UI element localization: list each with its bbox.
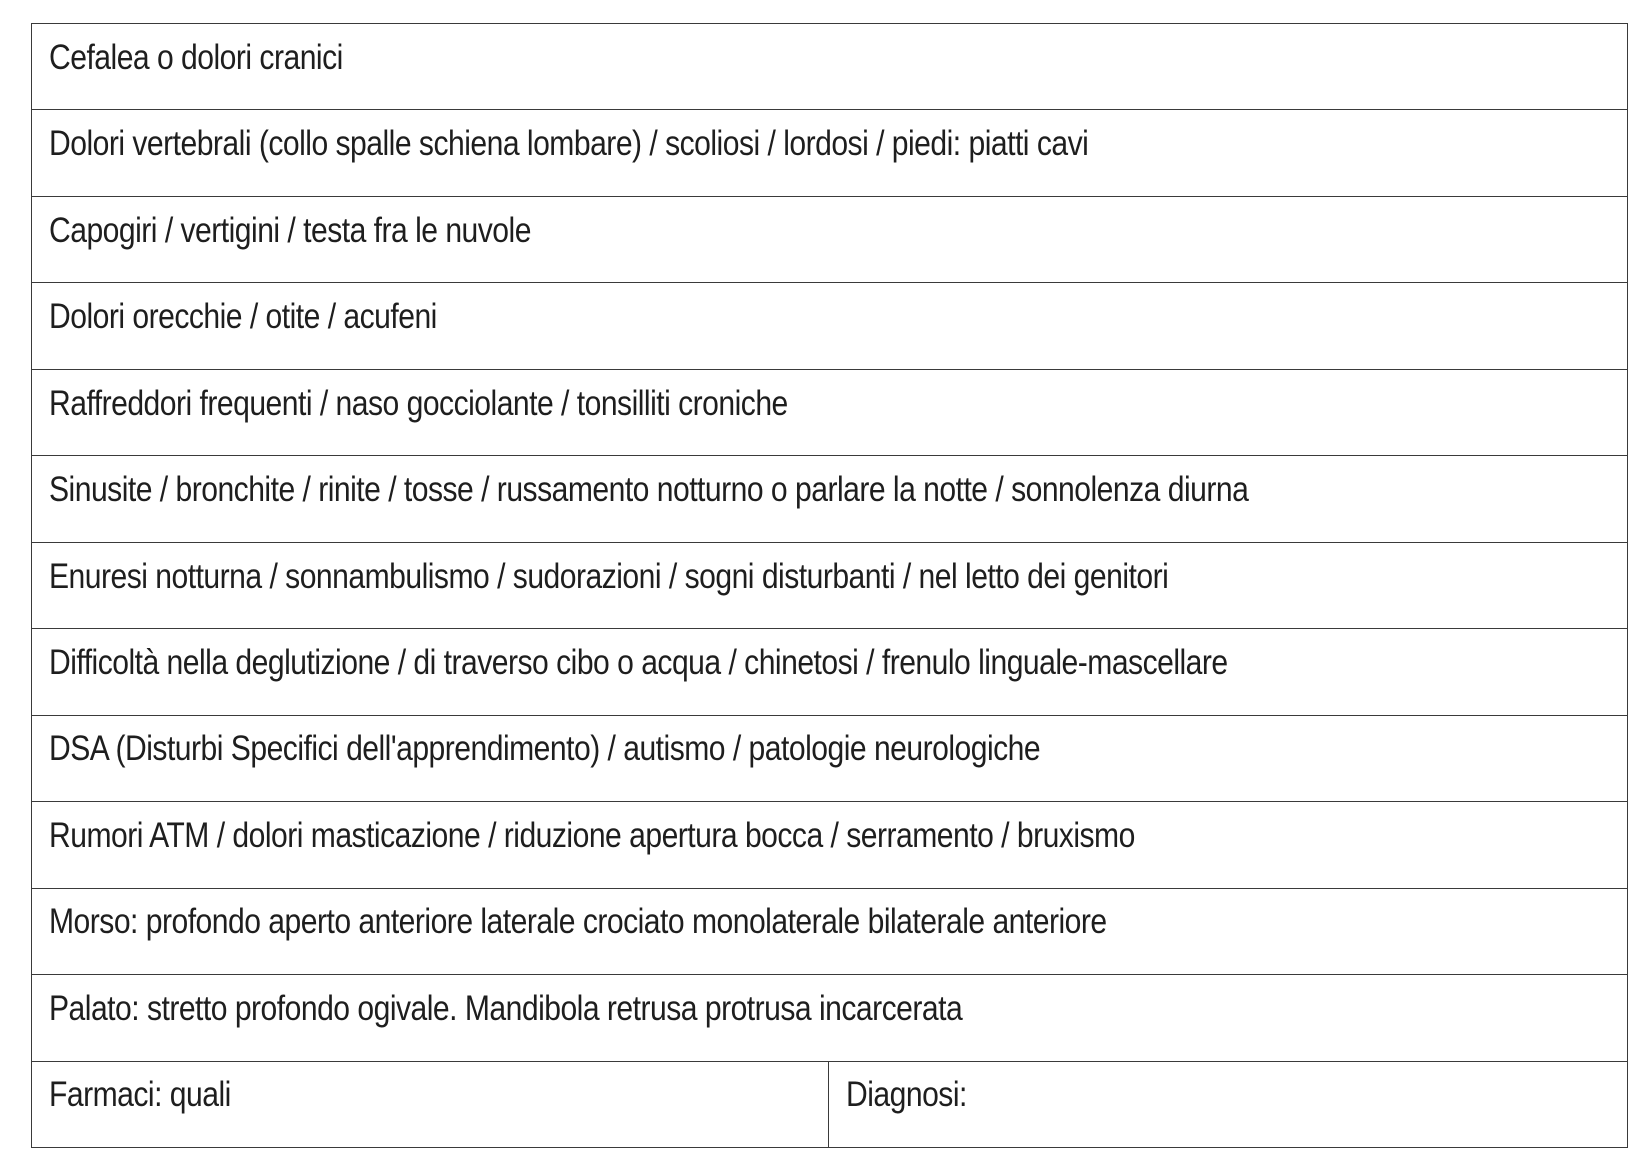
- row-text: Dolori orecchie / otite / acufeni: [49, 297, 437, 337]
- row-cell-bite: [32, 889, 1627, 974]
- row-text: Sinusite / bronchite / rinite / tosse / russamento notturno o parlare la notte / sonnolenza diurna: [49, 470, 1249, 510]
- table-row: [32, 716, 1627, 802]
- row-text: Rumori ATM / dolori masticazione / riduzione apertura bocca / serramento / bruxismo: [49, 815, 1135, 855]
- row-text: Morso: profondo aperto anteriore laterale crociato monolaterale bilaterale anteriore: [49, 902, 1107, 942]
- table-row: [32, 24, 1627, 110]
- table-row: [32, 283, 1627, 369]
- row-cell-headache: [32, 24, 1627, 109]
- row-text: Palato: stretto profondo ogivale. Mandibola retrusa protrusa incarcerata: [49, 988, 963, 1028]
- row-cell-ear-pain: [32, 283, 1627, 368]
- row-cell-swallowing: [32, 629, 1627, 714]
- table-row: [32, 110, 1627, 196]
- row-cell-enuresis: [32, 543, 1627, 628]
- row-text: DSA (Disturbi Specifici dell'apprendimento) / autismo / patologie neurologiche: [49, 729, 1041, 769]
- medications-field[interactable]: [32, 1062, 829, 1147]
- table-row: [32, 197, 1627, 283]
- medications-label: Farmaci: quali: [49, 1075, 231, 1115]
- row-text: Dolori vertebrali (collo spalle schiena lombare) / scoliosi / lordosi / piedi: piatti cavi: [49, 124, 1089, 164]
- table-row: [32, 456, 1627, 542]
- table-row: [32, 802, 1627, 888]
- table-row: [32, 370, 1627, 456]
- diagnosis-field[interactable]: [829, 1062, 1627, 1147]
- row-cell-sinusitis: [32, 456, 1627, 541]
- row-text: Enuresi notturna / sonnambulismo / sudorazioni / sogni disturbanti / nel letto dei genitori: [49, 556, 1169, 596]
- row-cell-vertebral-pain: [32, 110, 1627, 195]
- diagnosis-label: Diagnosi:: [846, 1075, 967, 1115]
- row-cell-dizziness: [32, 197, 1627, 282]
- row-cell-palate: [32, 975, 1627, 1060]
- row-text: Cefalea o dolori cranici: [49, 37, 343, 77]
- table-row: [32, 629, 1627, 715]
- row-cell-tmj: [32, 802, 1627, 887]
- row-text: Difficoltà nella deglutizione / di traverso cibo o acqua / chinetosi / frenulo linguale-mascellare: [49, 643, 1228, 683]
- table-row: [32, 1062, 1627, 1147]
- row-cell-dsa: [32, 716, 1627, 801]
- table-row: [32, 543, 1627, 629]
- symptom-checklist-table: [31, 23, 1628, 1148]
- row-text: Capogiri / vertigini / testa fra le nuvole: [49, 210, 531, 250]
- row-cell-colds: [32, 370, 1627, 455]
- row-text: Raffreddori frequenti / naso gocciolante / tonsilliti croniche: [49, 383, 788, 423]
- table-row: [32, 975, 1627, 1061]
- table-row: [32, 889, 1627, 975]
